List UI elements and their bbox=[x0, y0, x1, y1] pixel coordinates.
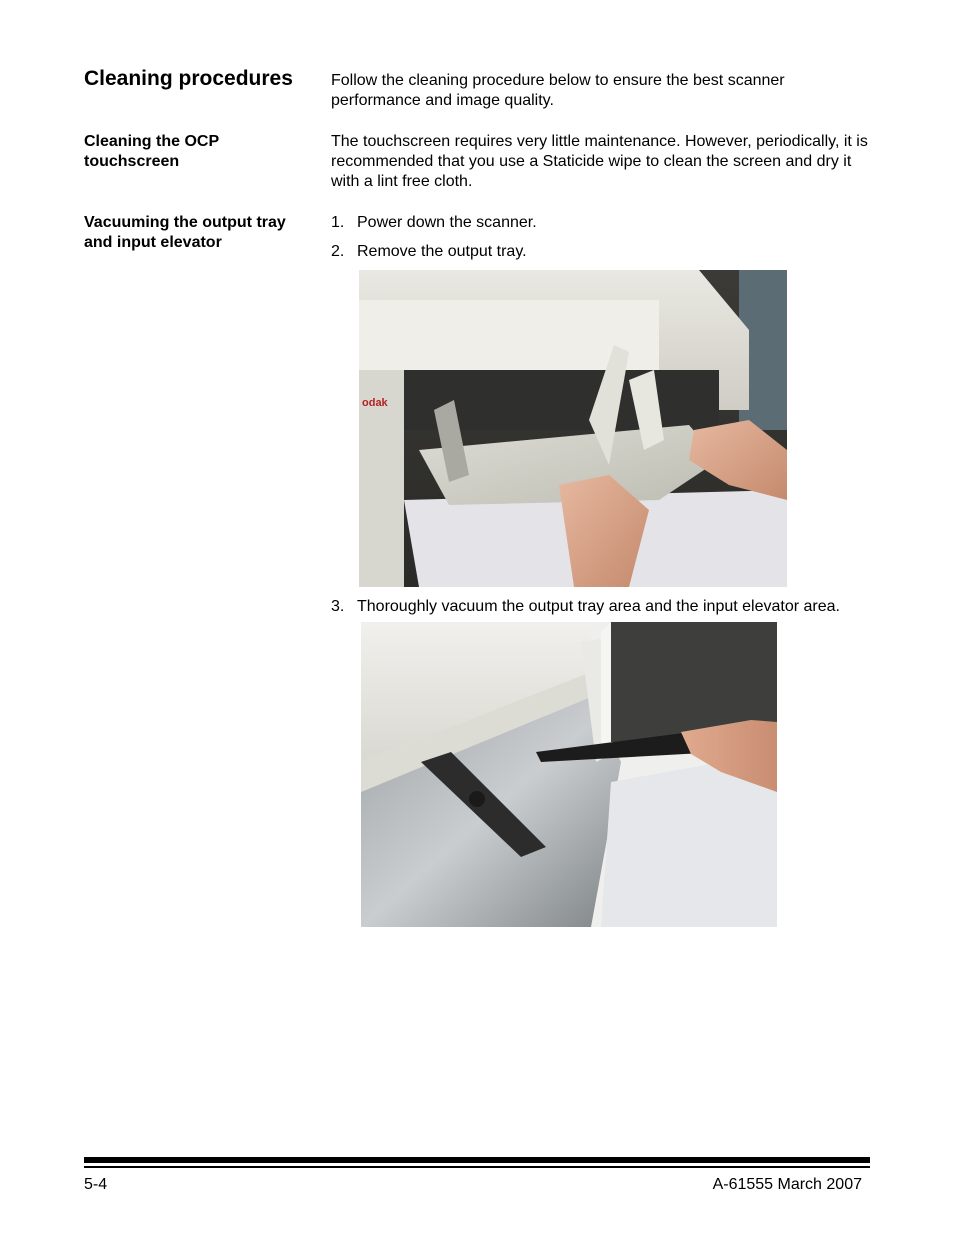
ocp-heading-line1: Cleaning the OCP bbox=[84, 133, 220, 150]
section-title: Cleaning procedures bbox=[84, 67, 293, 90]
step-text: Thoroughly vacuum the output tray area and the input elevator area. bbox=[357, 598, 840, 615]
step-number: 3. bbox=[331, 598, 345, 615]
vacuum-heading-line1: Vacuuming the output tray bbox=[84, 214, 286, 231]
ocp-paragraph: The touchscreen requires very little maintenance. However, periodically, it is recommended that you use a Staticide wipe to clean the screen and dry it with a lint free cloth. bbox=[331, 133, 868, 190]
vacuum-heading-line2: and input elevator bbox=[84, 234, 222, 251]
photo-remove-output-tray bbox=[359, 270, 787, 587]
footer-rule-thick bbox=[84, 1157, 870, 1163]
footer-rule-thin bbox=[84, 1166, 870, 1168]
step-number: 2. bbox=[331, 243, 345, 260]
vacuum-heading bbox=[84, 213, 314, 253]
step-1 bbox=[331, 213, 537, 233]
step-number: 1. bbox=[331, 214, 345, 231]
step-text: Power down the scanner. bbox=[357, 214, 537, 231]
ocp-heading bbox=[84, 132, 314, 172]
ocp-heading-line2: touchscreen bbox=[84, 153, 180, 170]
intro-paragraph: Follow the cleaning procedure below to ensure the best scanner performance and image quality. bbox=[331, 72, 785, 109]
document-id: A-61555 March 2007 bbox=[712, 1176, 862, 1193]
page-number: 5-4 bbox=[84, 1176, 108, 1193]
brand-logo-text: odak bbox=[362, 397, 388, 409]
step-2 bbox=[331, 242, 527, 262]
photo-vacuum-output-tray-area bbox=[361, 622, 777, 927]
step-3 bbox=[331, 597, 840, 617]
step-text: Remove the output tray. bbox=[357, 243, 527, 260]
